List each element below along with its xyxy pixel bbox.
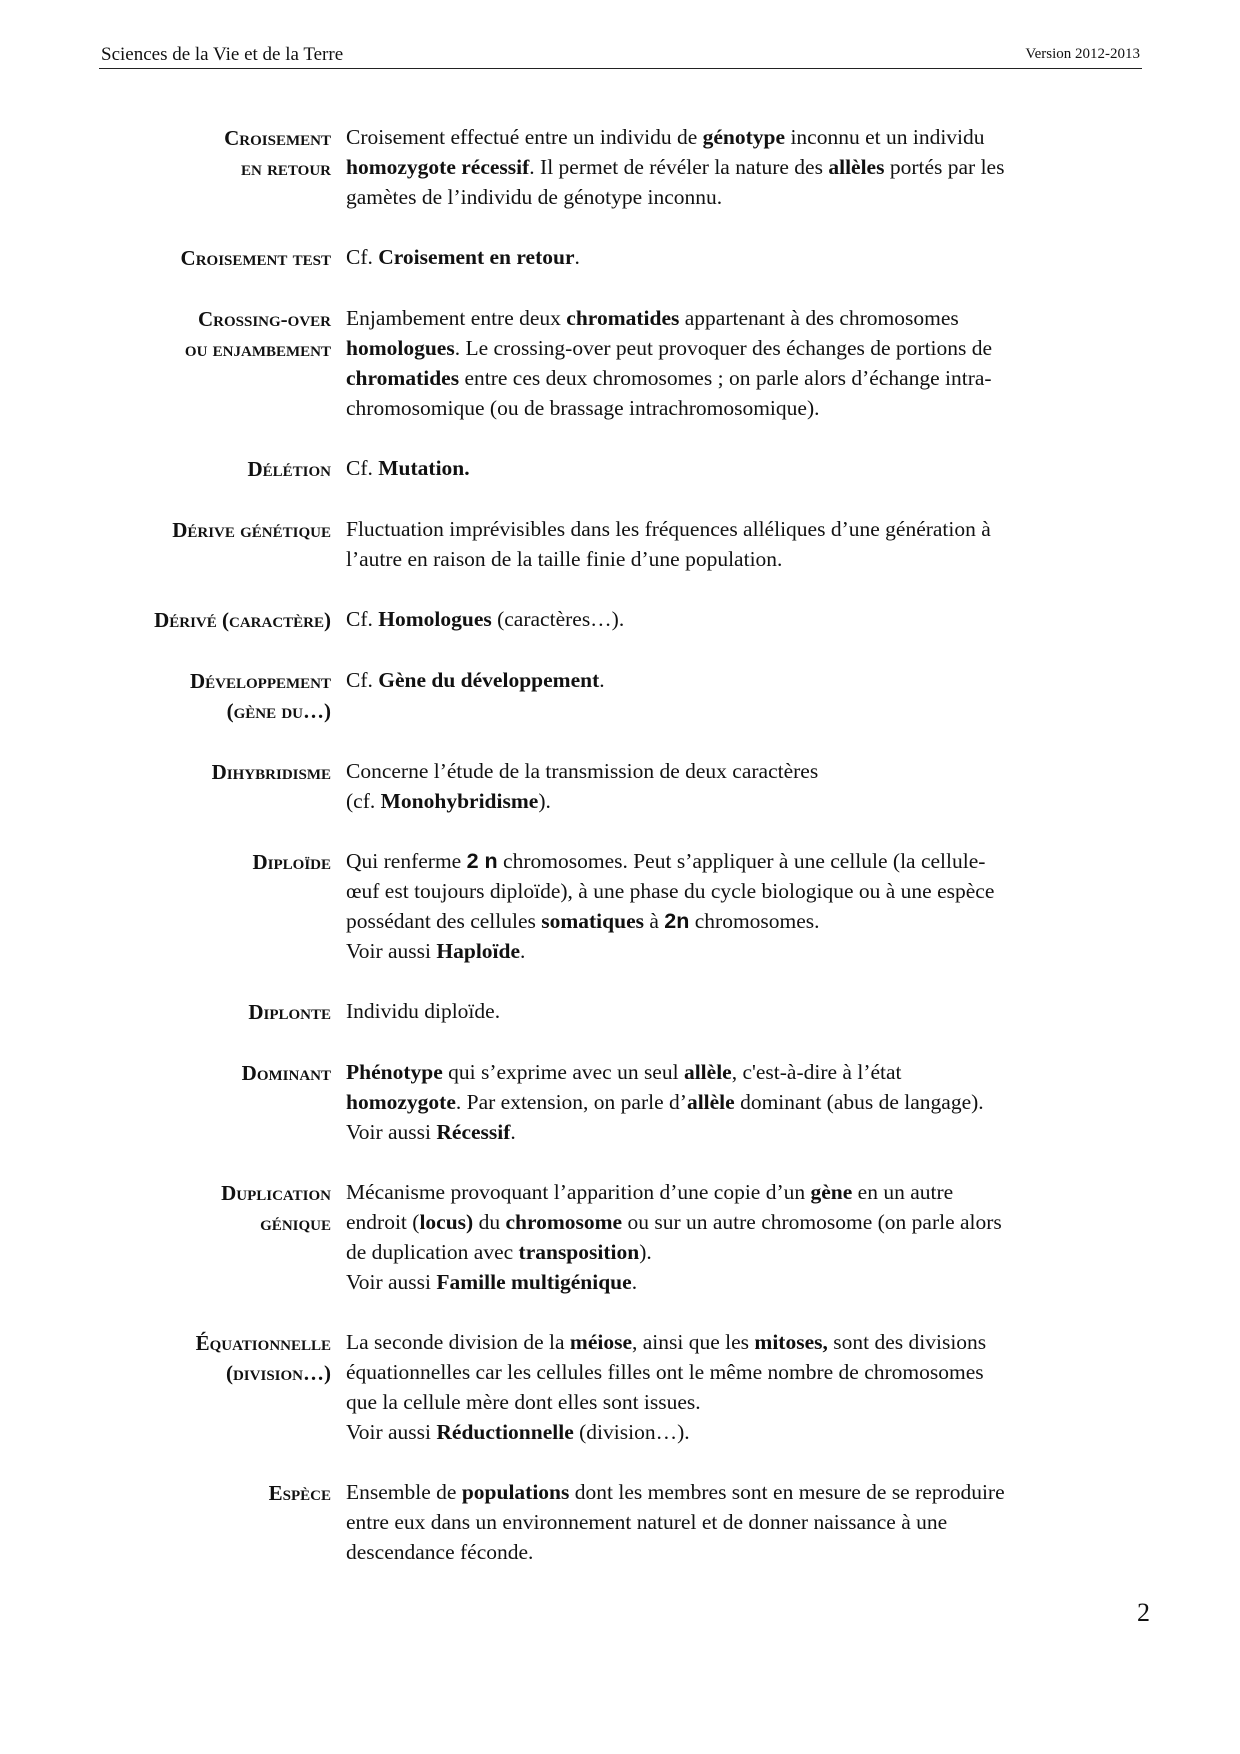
definition-text: La seconde division de la <box>346 1330 570 1354</box>
glossary-entry <box>0 122 1240 212</box>
glossary-term <box>0 242 331 273</box>
glossary-term-line: Croisement test <box>180 246 331 270</box>
glossary-definition <box>346 996 1131 1026</box>
definition-bold-term: chromosome <box>505 1210 623 1234</box>
definition-text: ). <box>639 1240 652 1264</box>
definition-text: . Le crossing-over peut provoquer des échanges de portions de <box>454 336 993 360</box>
glossary-term-line: ou enjambement <box>184 337 331 361</box>
definition-line <box>346 756 1131 786</box>
definition-text: Cf. <box>346 245 379 269</box>
definition-bold-term: chromatides <box>346 366 460 390</box>
definition-bold-term: Gène du développement <box>378 668 600 692</box>
glossary-term <box>0 665 331 726</box>
definition-line <box>346 1537 1131 1567</box>
definition-bold-term: Mutation. <box>378 456 470 480</box>
glossary-entry <box>0 242 1240 273</box>
definition-text: , c'est-à-dire à l’état <box>731 1060 902 1084</box>
definition-line <box>346 1237 1131 1267</box>
glossary-entry <box>0 756 1240 816</box>
glossary-term-line: Duplication <box>221 1181 331 1205</box>
glossary-entry <box>0 453 1240 484</box>
definition-bold-term: Réductionnelle <box>436 1420 574 1444</box>
glossary-definition <box>346 514 1131 574</box>
definition-text: Qui renferme <box>346 849 467 873</box>
definition-line <box>346 906 1131 936</box>
glossary-term <box>0 756 331 787</box>
glossary-entry <box>0 514 1240 574</box>
definition-line <box>346 1057 1131 1087</box>
glossary-term-line: Dérivé (caractère) <box>154 608 331 632</box>
definition-text: endroit ( <box>346 1210 420 1234</box>
glossary-term-line: Diplonte <box>248 1000 331 1024</box>
definition-text: dominant (abus de langage). <box>734 1090 984 1114</box>
definition-line <box>346 1357 1131 1387</box>
definition-text: (cf. <box>346 789 381 813</box>
definition-line <box>346 242 1131 272</box>
definition-text: Ensemble de <box>346 1480 462 1504</box>
definition-text: entre ces deux chromosomes ; on parle alors d’échange intra- <box>459 366 992 390</box>
glossary-definition <box>346 846 1131 966</box>
definition-text: équationnelles car les cellules filles ont le même nombre de chromosomes <box>346 1360 984 1384</box>
definition-bold-term: transposition <box>518 1240 640 1264</box>
definition-text: appartenant à des chromosomes <box>679 306 959 330</box>
glossary-term-line: Dérive génétique <box>172 518 331 542</box>
definition-text: ou sur un autre chromosome (on parle alors <box>622 1210 1002 1234</box>
glossary-entry <box>0 1477 1240 1567</box>
definition-bold-term: homozygote récessif <box>346 155 530 179</box>
definition-text: . <box>631 1270 638 1294</box>
glossary-term-line: Dominant <box>241 1061 331 1085</box>
glossary-term-line: Espèce <box>268 1481 331 1505</box>
glossary-entry <box>0 1057 1240 1147</box>
definition-line <box>346 665 1131 695</box>
definition-text: (caractères…). <box>491 607 625 631</box>
definition-text: possédant des cellules <box>346 909 542 933</box>
glossary-term <box>0 604 331 635</box>
glossary-term <box>0 1327 331 1388</box>
definition-line <box>346 604 1131 634</box>
definition-text: chromosomique (ou de brassage intrachromosomique). <box>346 396 820 420</box>
glossary-term-line: Diploïde <box>252 850 331 874</box>
glossary-entry <box>0 846 1240 966</box>
definition-bold-term: homologues <box>346 336 455 360</box>
glossary-entry <box>0 996 1240 1027</box>
glossary-term <box>0 303 331 364</box>
glossary-definition <box>346 1327 1131 1447</box>
definition-bold-term: populations <box>461 1480 570 1504</box>
definition-bold-term: Homologues <box>378 607 492 631</box>
glossary-term <box>0 453 331 484</box>
definition-text: Voir aussi <box>346 939 437 963</box>
definition-line <box>346 1417 1131 1447</box>
glossary-entry <box>0 303 1240 423</box>
definition-bold-term: Haploïde <box>436 939 521 963</box>
glossary-entry <box>0 604 1240 635</box>
definition-text: œuf est toujours diploïde), à une phase du cycle biologique ou à une espèce <box>346 879 995 903</box>
header-version: Version 2012-2013 <box>1025 46 1140 62</box>
definition-text: descendance féconde. <box>346 1540 534 1564</box>
page-header <box>99 40 1142 69</box>
definition-text: portés par les <box>884 155 1005 179</box>
glossary-term-line: Délétion <box>247 457 331 481</box>
definition-formula: 2n <box>664 909 690 933</box>
definition-line <box>346 996 1131 1026</box>
glossary-entry <box>0 1177 1240 1297</box>
definition-text: Cf. <box>346 456 379 480</box>
definition-text: à <box>643 909 665 933</box>
glossary-definition <box>346 665 1131 695</box>
glossary-definition <box>346 1177 1131 1297</box>
definition-bold-term: mitoses, <box>754 1330 828 1354</box>
definition-text: , ainsi que les <box>632 1330 755 1354</box>
glossary-term <box>0 996 331 1027</box>
definition-bold-term: méiose <box>569 1330 632 1354</box>
glossary-definition <box>346 303 1131 423</box>
definition-text: Voir aussi <box>346 1120 437 1144</box>
definition-text: l’autre en raison de la taille finie d’une population. <box>346 547 783 571</box>
glossary-term <box>0 1177 331 1238</box>
definition-line <box>346 544 1131 574</box>
definition-line <box>346 786 1131 816</box>
definition-line <box>346 1177 1131 1207</box>
glossary-term <box>0 1477 331 1508</box>
definition-bold-term: Monohybridisme <box>380 789 539 813</box>
glossary-term-line: (gène du…) <box>226 699 331 723</box>
definition-line <box>346 1477 1131 1507</box>
definition-line <box>346 333 1131 363</box>
definition-bold-term: allèles <box>828 155 885 179</box>
definition-text: Cf. <box>346 607 379 631</box>
glossary-term-line: Croisement <box>224 126 331 150</box>
definition-text: Croisement effectué entre un individu de <box>346 125 703 149</box>
definition-text: Voir aussi <box>346 1420 437 1444</box>
glossary-term <box>0 846 331 877</box>
glossary-term <box>0 514 331 545</box>
definition-line <box>346 846 1131 876</box>
definition-text: gamètes de l’individu de génotype inconnu. <box>346 185 723 209</box>
glossary-term-line: (division…) <box>225 1361 331 1385</box>
definition-line <box>346 393 1131 423</box>
definition-line <box>346 122 1131 152</box>
definition-text: qui s’exprime avec un seul <box>442 1060 684 1084</box>
definition-line <box>346 1207 1131 1237</box>
definition-line <box>346 1327 1131 1357</box>
definition-bold-term: homozygote <box>346 1090 456 1114</box>
glossary-term-line: Développement <box>189 669 331 693</box>
glossary-term-line: Crossing-over <box>197 307 331 331</box>
glossary-definition <box>346 756 1131 816</box>
definition-bold-term: locus) <box>419 1210 474 1234</box>
definition-line <box>346 453 1131 483</box>
definition-bold-term: gène <box>810 1180 853 1204</box>
definition-text: . Il permet de révéler la nature des <box>529 155 829 179</box>
definition-bold-term: Phénotype <box>346 1060 443 1084</box>
definition-bold-term: Famille multigénique <box>436 1270 632 1294</box>
definition-line <box>346 1507 1131 1537</box>
glossary-term-line: Équationnelle <box>195 1331 331 1355</box>
glossary-definition <box>346 604 1131 634</box>
definition-text: que la cellule mère dont elles sont issues. <box>346 1390 701 1414</box>
definition-line <box>346 514 1131 544</box>
glossary-definition <box>346 122 1131 212</box>
glossary-definition <box>346 453 1131 483</box>
definition-line <box>346 876 1131 906</box>
definition-text: Cf. <box>346 668 379 692</box>
definition-line <box>346 936 1131 966</box>
definition-text: dont les membres sont en mesure de se reproduire <box>569 1480 1005 1504</box>
definition-line <box>346 303 1131 333</box>
definition-line <box>346 1267 1131 1297</box>
definition-text: Enjambement entre deux <box>346 306 567 330</box>
glossary-entries <box>0 122 1240 1597</box>
definition-text: Mécanisme provoquant l’apparition d’une copie d’un <box>346 1180 811 1204</box>
definition-text: Fluctuation imprévisibles dans les fréquences alléliques d’une génération à <box>346 517 991 541</box>
definition-text: . <box>520 939 526 963</box>
glossary-definition <box>346 1477 1131 1567</box>
definition-text: en un autre <box>852 1180 954 1204</box>
definition-line <box>346 1087 1131 1117</box>
definition-line <box>346 1387 1131 1417</box>
glossary-term <box>0 122 331 183</box>
definition-bold-term: Récessif <box>436 1120 511 1144</box>
definition-text: Individu diploïde. <box>346 999 501 1023</box>
definition-text: chromosomes. <box>689 909 820 933</box>
definition-text: . <box>510 1120 516 1144</box>
definition-text: sont des divisions <box>827 1330 987 1354</box>
definition-formula: 2 n <box>466 849 498 873</box>
glossary-term-line: Dihybridisme <box>211 760 331 784</box>
definition-line <box>346 1117 1131 1147</box>
definition-text: du <box>473 1210 506 1234</box>
page-number: 2 <box>1137 1598 1150 1627</box>
definition-text: . <box>574 245 580 269</box>
definition-text: . Par extension, on parle d’ <box>455 1090 687 1114</box>
definition-text: Voir aussi <box>346 1270 437 1294</box>
definition-text: entre eux dans un environnement naturel et de donner naissance à une <box>346 1510 948 1534</box>
definition-bold-term: allèle <box>686 1090 735 1114</box>
header-subject: Sciences de la Vie et de la Terre <box>101 44 344 65</box>
glossary-entry <box>0 1327 1240 1447</box>
definition-text: . <box>599 668 605 692</box>
definition-bold-term: somatiques <box>541 909 644 933</box>
definition-text: Concerne l’étude de la transmission de deux caractères <box>346 759 819 783</box>
definition-line <box>346 182 1131 212</box>
definition-text: (division…). <box>573 1420 690 1444</box>
glossary-term-line: génique <box>260 1211 331 1235</box>
definition-line <box>346 363 1131 393</box>
definition-text: inconnu et un individu <box>785 125 985 149</box>
glossary-term-line: en retour <box>241 156 331 180</box>
definition-text: chromosomes. Peut s’appliquer à une cellule (la cellule- <box>497 849 986 873</box>
definition-bold-term: Croisement en retour <box>378 245 575 269</box>
glossary-term <box>0 1057 331 1088</box>
definition-text: ). <box>538 789 551 813</box>
definition-text: de duplication avec <box>346 1240 519 1264</box>
glossary-definition <box>346 1057 1131 1147</box>
glossary-definition <box>346 242 1131 272</box>
definition-line <box>346 152 1131 182</box>
definition-bold-term: génotype <box>702 125 786 149</box>
glossary-entry <box>0 665 1240 726</box>
definition-bold-term: chromatides <box>566 306 680 330</box>
definition-bold-term: allèle <box>683 1060 732 1084</box>
